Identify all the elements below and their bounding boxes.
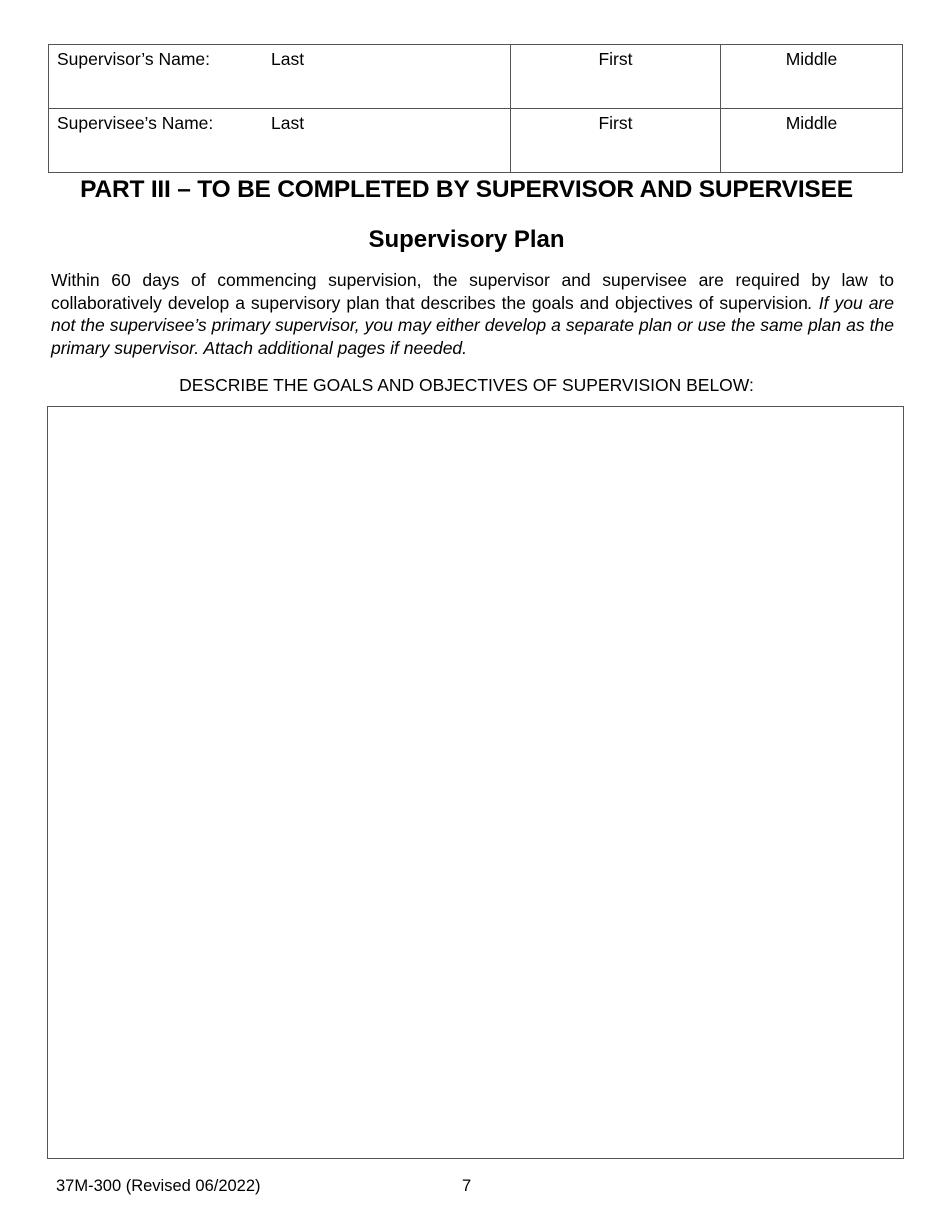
supervisee-name-row [49, 109, 903, 173]
intro-text: Within 60 days of commencing supervision, the supervisor and supervisee are required by law to collaboratively develop a supervisory plan that describes the goals and objectives of supervision [51, 270, 894, 313]
supervisor-last-name-field[interactable] [49, 45, 511, 109]
supervisee-last-label: Last [271, 113, 305, 133]
supervisee-last-name-field[interactable] [49, 109, 511, 173]
supervisor-name-label: Supervisor’s Name: [57, 49, 211, 69]
supervisor-last-label: Last [271, 49, 305, 69]
supervisee-first-label: First [598, 113, 633, 133]
intro-paragraph [51, 269, 894, 359]
supervisor-first-name-field[interactable] [511, 45, 721, 109]
supervisee-middle-name-field[interactable] [721, 109, 903, 173]
names-table [48, 44, 903, 173]
supervisee-middle-label: Middle [785, 113, 838, 133]
supervisor-name-row [49, 45, 903, 109]
goals-instruction: DESCRIBE THE GOALS AND OBJECTIVES OF SUPERVISION BELOW: [179, 375, 754, 395]
goals-objectives-field[interactable] [47, 406, 904, 1159]
part-title: PART III – TO BE COMPLETED BY SUPERVISOR AND SUPERVISEE [80, 176, 853, 203]
plan-title: Supervisory Plan [368, 226, 565, 253]
supervisee-first-name-field[interactable] [511, 109, 721, 173]
page-number: 7 [462, 1177, 472, 1195]
supervisor-first-label: First [598, 49, 633, 69]
supervisor-middle-label: Middle [785, 49, 838, 69]
supervisee-name-label: Supervisee’s Name: [57, 113, 214, 133]
form-id: 37M-300 (Revised 06/2022) [56, 1177, 261, 1195]
supervisor-middle-name-field[interactable] [721, 45, 903, 109]
intro-italic-text: . If you are not the supervisee’s primary supervisor, you may either develop a separate plan or use the same plan as the primary supervisor. Attach additional pages if needed. [51, 292, 894, 358]
